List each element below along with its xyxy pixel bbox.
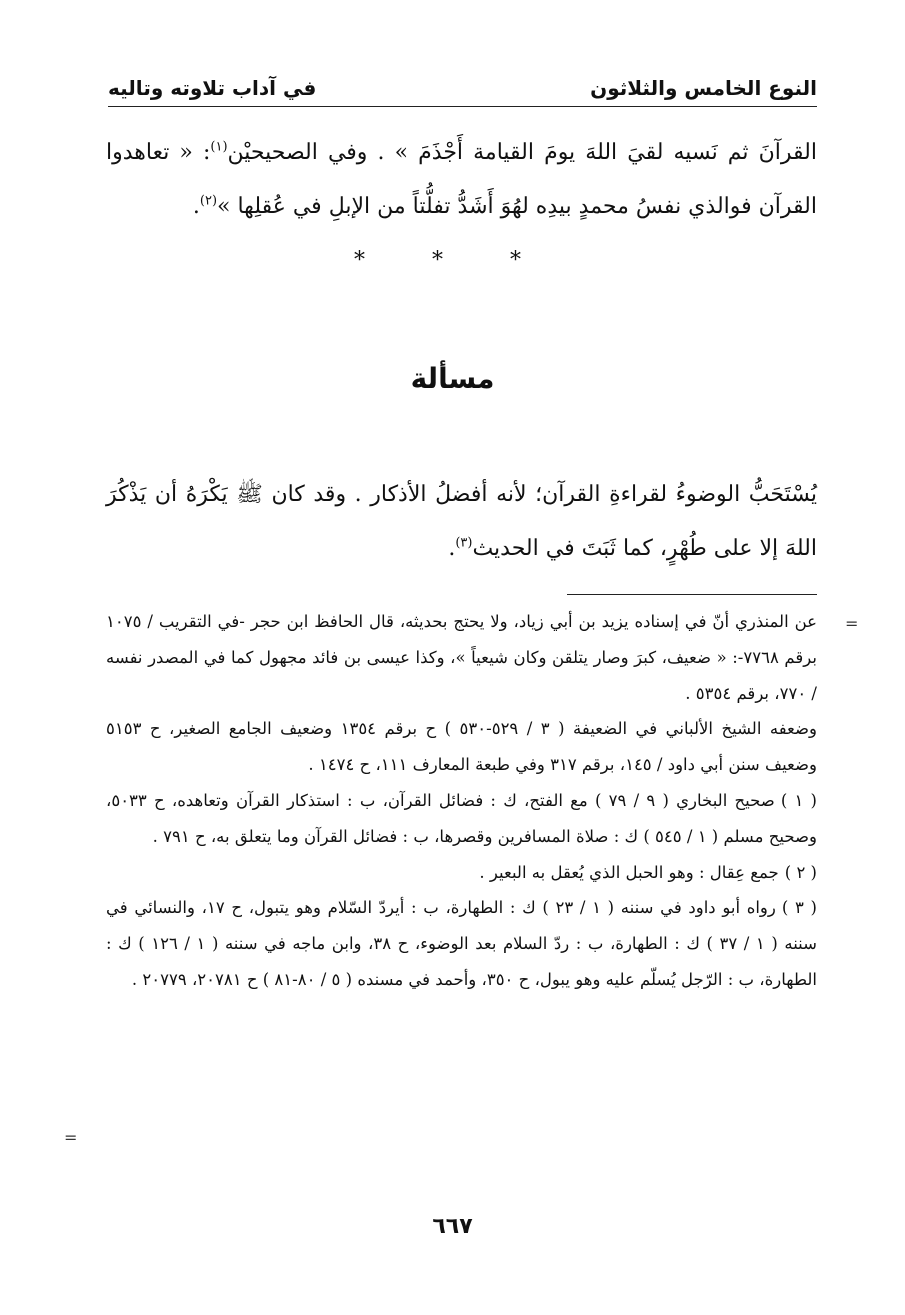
paragraph-1-text-b: : « تعاهدوا القرآن فوالذي نفسُ محمدٍ بيدِه لهُوَ أَشَدُّ تفلُّتاً من الإبلِ في عُقلِها » [106, 140, 817, 219]
footnote-text: جمع عِقال : وهو الحبل الذي يُعقل به البعير . [479, 862, 779, 882]
footnotes [106, 604, 817, 998]
paragraph-1-text-a: القرآنَ ثم نَسيه لقيَ اللهَ يومَ القيامة أَجْذَمَ » . وفي الصحيحيْن [227, 140, 817, 165]
page-number: ٦٦٧ [432, 1214, 473, 1239]
footnote-continuation: وضعفه الشيخ الألباني في الضعيفة ( ٣ / ٥٢٩-٥٣٠ ) ح برقم ١٣٥٤ وضعيف الجامع الصغير، ح ٥١٥٣ وضعيف سنن أبي داود / ١٤٥، برقم ٣١٧ وفي طبعة المعارف ١١١، ح ١٤٧٤ . [106, 719, 817, 775]
header-section-title: في آداب تلاوته وتاليه [108, 76, 317, 100]
paragraph-2-text-a: يُسْتَحَبُّ الوضوءُ لقراءةِ القرآن؛ لأنه أفضلُ الأذكار . وقد كان ﷺ يَكْرَهُ أن يَذْكُرَ اللهَ إلا على طُهْرٍ، كما ثَبَتَ في الحديث [106, 482, 817, 561]
footnote-text: رواه أبو داود في سننه ( ١ / ٢٣ ) ك : الطهارة، ب : أيردّ السّلام وهو يتبول، ح ١٧، والنسائي في سننه ( ١ / ٣٧ ) ك : الطهارة، ب : ردّ السلام بعد الوضوء، ح ٣٨، وابن ماجه في سننه ( ١ / ١٢٦ ) ك : الطهارة، ب : الرّجل يُسلّم عليه وهو يبول، ح ٣٥٠، وأحمد في مسنده ( ٥ / ٨٠-٨١ ) ح ٢٠٧٨١، ٢٠٧٧٩ . [106, 898, 817, 989]
paragraph-2 [106, 468, 817, 576]
footnote-number: ( ٢ ) [784, 862, 817, 882]
header-chapter-title: النوع الخامس والثلاثون [590, 76, 817, 100]
footnote-ref-1: (١) [210, 139, 228, 155]
margin-mark: = [845, 614, 859, 633]
running-header [108, 60, 817, 100]
margin-mark: = [64, 1128, 78, 1147]
footnote-3 [106, 890, 817, 997]
footnote-text: صحيح البخاري ( ٩ / ٧٩ ) مع الفتح، ك : فضائل القرآن، ب : استذكار القرآن وتعاهده، ح ٥٠٣٣، وصحيح مسلم ( ١ / ٥٤٥ ) ك : صلاة المسافرين وقصرها، ب : فضائل القرآن وما يتعلق به، ح ٧٩١ . [106, 790, 817, 846]
paragraph-1 [106, 126, 817, 234]
footnote-ref-2: (٢) [199, 193, 218, 209]
footnote-continuation: عن المنذري أنّ في إسناده يزيد بن أبي زياد، ولا يحتج بحديثه، قال الحافظ ابن حجر -في التقريب / ١٠٧٥ برقم ٧٧٦٨-: « ضعيف، كبرَ وصار يتلقن وكان شيعياً »، وكذا عيسى بن فائد مجهول كما في المصدر نفسه / ٧٧٠، برقم ٥٣٥٤ . [106, 612, 817, 703]
section-separator: * * * [354, 248, 551, 273]
paragraph-1-text-c: . [192, 194, 200, 219]
footnote-1 [106, 783, 817, 855]
footnote-2 [106, 855, 817, 891]
footnote-rule [567, 594, 817, 595]
footnote-number: ( ٣ ) [781, 898, 817, 918]
header-rule [108, 106, 817, 107]
footnote-ref-3: (٣) [455, 535, 473, 551]
paragraph-2-text-b: . [448, 536, 456, 561]
section-heading: مسألة [410, 362, 495, 395]
footnote-number: ( ١ ) [780, 790, 817, 810]
